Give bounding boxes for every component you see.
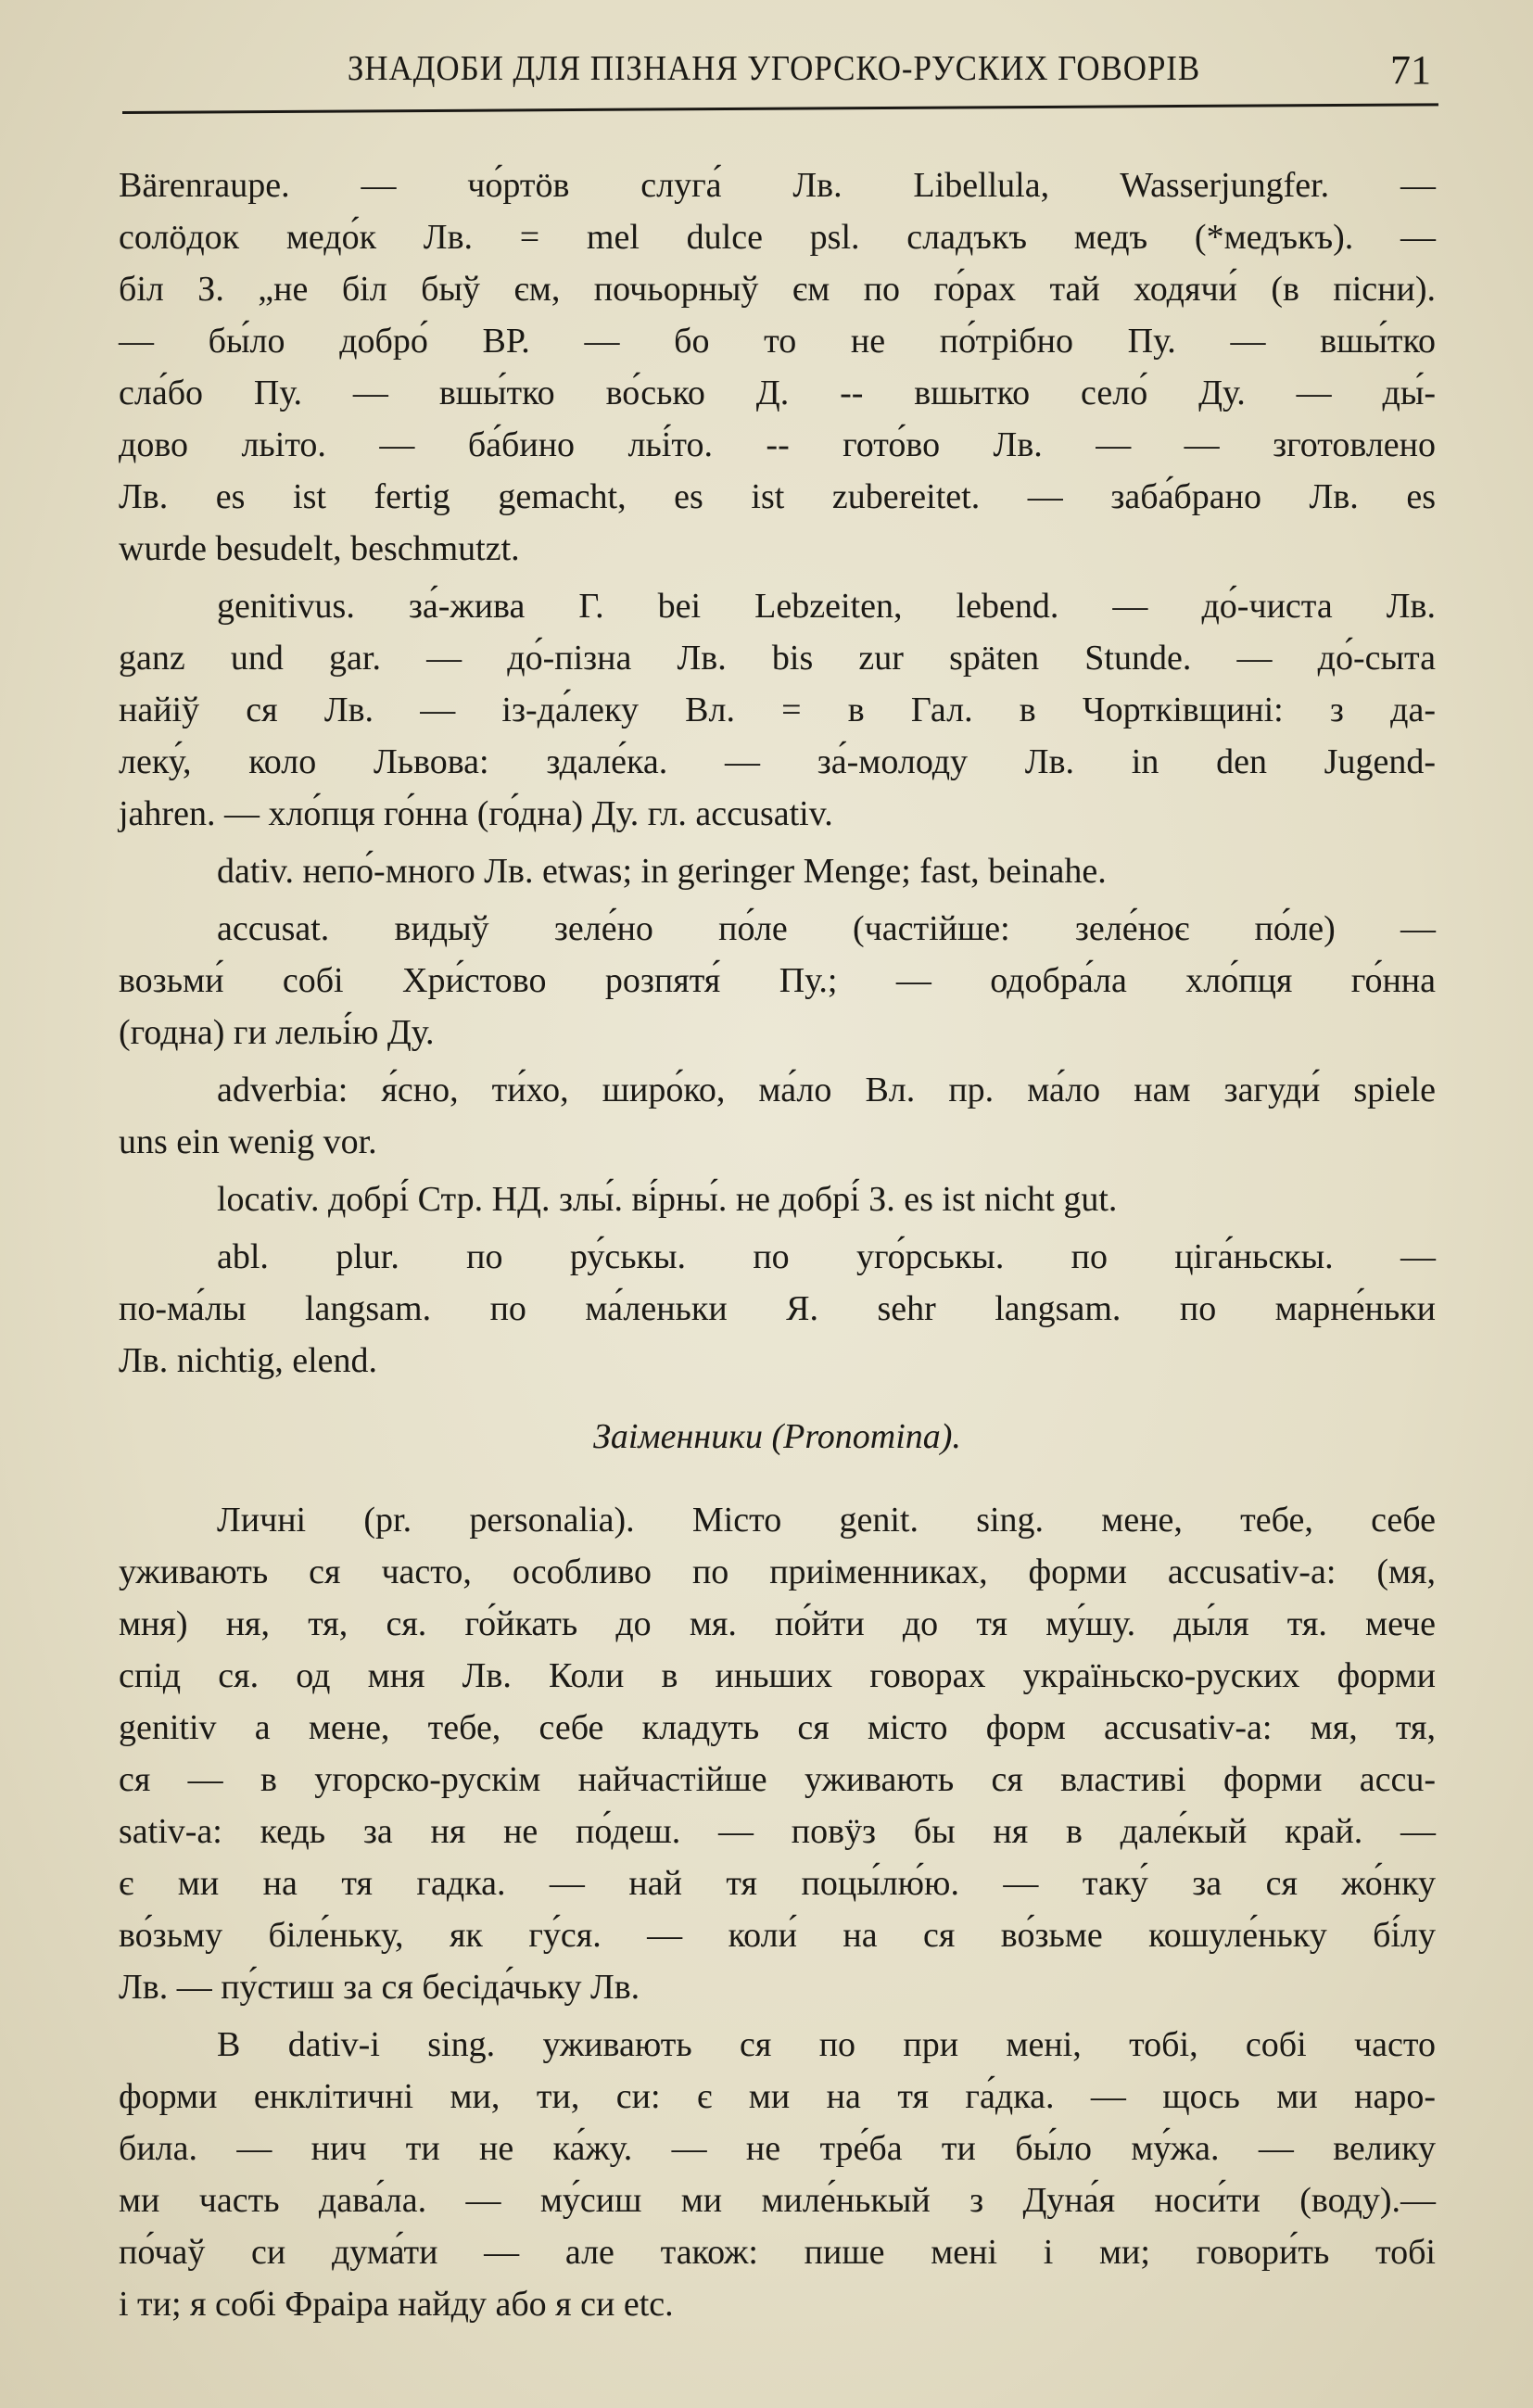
page-body <box>119 159 1436 2330</box>
paragraph <box>119 1231 1436 1387</box>
text-line: форми енклітичні ми, ти, си: є ми на тя га́дка. — щось ми наро- <box>119 2077 1436 2116</box>
text-line: accusat. видыў зеле́но по́ле (частійше: зеле́ноє по́ле) — <box>217 909 1436 948</box>
text-line: Лв. — пу́стиш за ся бесіда́чьку Лв. <box>119 1968 640 2007</box>
text-line: genitiv а мене, тебе, себе кладуть ся місто форм accusativ-a: мя, тя, <box>119 1708 1436 1747</box>
text-line: sativ-a: кедь за ня не по́деш. — повӱз бы ня в дале́кый край. — <box>119 1812 1436 1851</box>
text-block-before <box>119 159 1436 1387</box>
running-title: ЗНАДОБИ ДЛЯ ПІЗНАНЯ УГОРСКО-РУСКИХ ГОВОРІВ <box>347 49 1201 88</box>
text-line: ganz und gar. — до́-пізна Лв. bis zur späten Stunde. — до́-сыта <box>119 639 1436 678</box>
text-line: В dativ-i sing. уживають ся по при мені, тобі, собі часто <box>217 2025 1436 2064</box>
text-line: і ти; я собі Фраіра найду або я си etc. <box>119 2285 674 2324</box>
text-line: ся — в угорско-рускім найчастійше уживають ся властиві форми accu- <box>119 1760 1436 1799</box>
text-line: wurde besudelt, beschmutzt. <box>119 529 520 568</box>
text-line: дово льіто. — ба́бино льі́то. -- гото́во Лв. — — зготовлено <box>119 425 1436 464</box>
text-line: мня) ня, тя, ся. го́йкать до мя. по́йти до тя му́шу. ды́ля тя. мече <box>119 1604 1436 1643</box>
text-line: Личні (pr. personalia). Місто genit. sing. мене, тебе, себе <box>217 1501 1436 1540</box>
text-line: во́зьму біле́ньку, як гу́ся. — коли́ на ся во́зьме кошуле́ньку бі́лу <box>119 1916 1436 1955</box>
paragraph <box>119 1494 1436 2013</box>
text-line: Bärenraupe. — чо́ртӧв слуга́ Лв. Libellula, Wasserjungfer. — <box>119 166 1436 205</box>
section-heading: Заіменники (Pronomina). <box>593 1417 961 1456</box>
page-number: 71 <box>1390 47 1431 93</box>
text-line: по́чаў си дума́ти — але також: пише мені і ми; говори́ть тобі <box>119 2233 1436 2272</box>
text-line: возьми́ собі Хри́стово розпятя́ Пу.; — одобра́ла хло́пця го́нна <box>119 961 1436 1000</box>
text-line: била. — нич ти не ка́жу. — не тре́ба ти бы́ло му́жа. — велику <box>119 2129 1436 2168</box>
text-line: спід ся. од мня Лв. Коли в иньших говорах україньско-руских форми <box>119 1656 1436 1695</box>
paragraph <box>119 903 1436 1058</box>
text-line: genitivus. за́-жива Г. bei Lebzeiten, lebend. — до́-чиста Лв. <box>217 587 1436 626</box>
text-line: по-ма́лы langsam. по ма́леньки Я. sehr langsam. по марне́ньки <box>119 1289 1436 1328</box>
paragraph <box>119 1173 1436 1225</box>
text-line: сла́бо Пу. — вшы́тко во́сько Д. -- вшытко село́ Ду. — ды́- <box>119 374 1436 412</box>
text-line: Лв. es ist fertig gemacht, es ist zubereitet. — заба́брано Лв. es <box>119 477 1436 516</box>
text-line: Лв. nichtig, elend. <box>119 1341 378 1380</box>
header-rule <box>122 103 1438 114</box>
page-header <box>0 48 1533 104</box>
text-line: jahren. — хло́пця го́нна (го́дна) Ду. гл. accusativ. <box>119 794 833 833</box>
text-line: locativ. добрі́ Стр. НД. злы́. ві́рны́. не добрі́ З. es ist nicht gut. <box>217 1180 1118 1219</box>
text-line: adverbia: я́сно, ти́хо, широ́ко, ма́ло Вл. пр. ма́ло нам загуди́ spiele <box>217 1071 1436 1109</box>
paragraph <box>119 159 1436 575</box>
text-line: леку́, коло Львова: здале́ка. — за́-молоду Лв. in den Jugend- <box>119 742 1436 781</box>
text-line: ми часть дава́ла. — му́сиш ми миле́нькый з Дуна́я носи́ти (воду).— <box>119 2181 1436 2220</box>
text-line: (годна) ги лельі́ю Ду. <box>119 1013 435 1052</box>
text-line: найіў ся Лв. — із-да́леку Вл. = в Гал. в Чортківщині: з да- <box>119 691 1436 729</box>
text-line: біл З. „не біл быў єм, почьорныў єм по го́рах тай ходячи́ (в пісни). <box>119 270 1436 309</box>
paragraph <box>119 2019 1436 2330</box>
paragraph <box>119 845 1436 897</box>
text-line: abl. plur. по ру́ськы. по уго́рськы. по ціга́ньскы. — <box>217 1237 1436 1276</box>
text-block-after <box>119 1494 1436 2330</box>
text-line: є ми на тя гадка. — най тя поцы́лю́ю. — таку́ за ся жо́нку <box>119 1864 1436 1903</box>
paragraph <box>119 1064 1436 1168</box>
text-line: — бы́ло добро́ ВР. — бо то не по́трібно Пу. — вшы́тко <box>119 322 1436 361</box>
text-line: солӧдок медо́к Лв. = mel dulce psl. сладъкъ медъ (*медъкъ). — <box>119 218 1436 257</box>
text-line: уживають ся часто, особливо по приіменниках, форми accusativ-a: (мя, <box>119 1553 1436 1591</box>
text-line: dativ. непо́-много Лв. etwas; in geringer Menge; fast, beinahe. <box>217 852 1107 891</box>
paragraph <box>119 580 1436 840</box>
text-line: uns ein wenig vor. <box>119 1122 377 1161</box>
